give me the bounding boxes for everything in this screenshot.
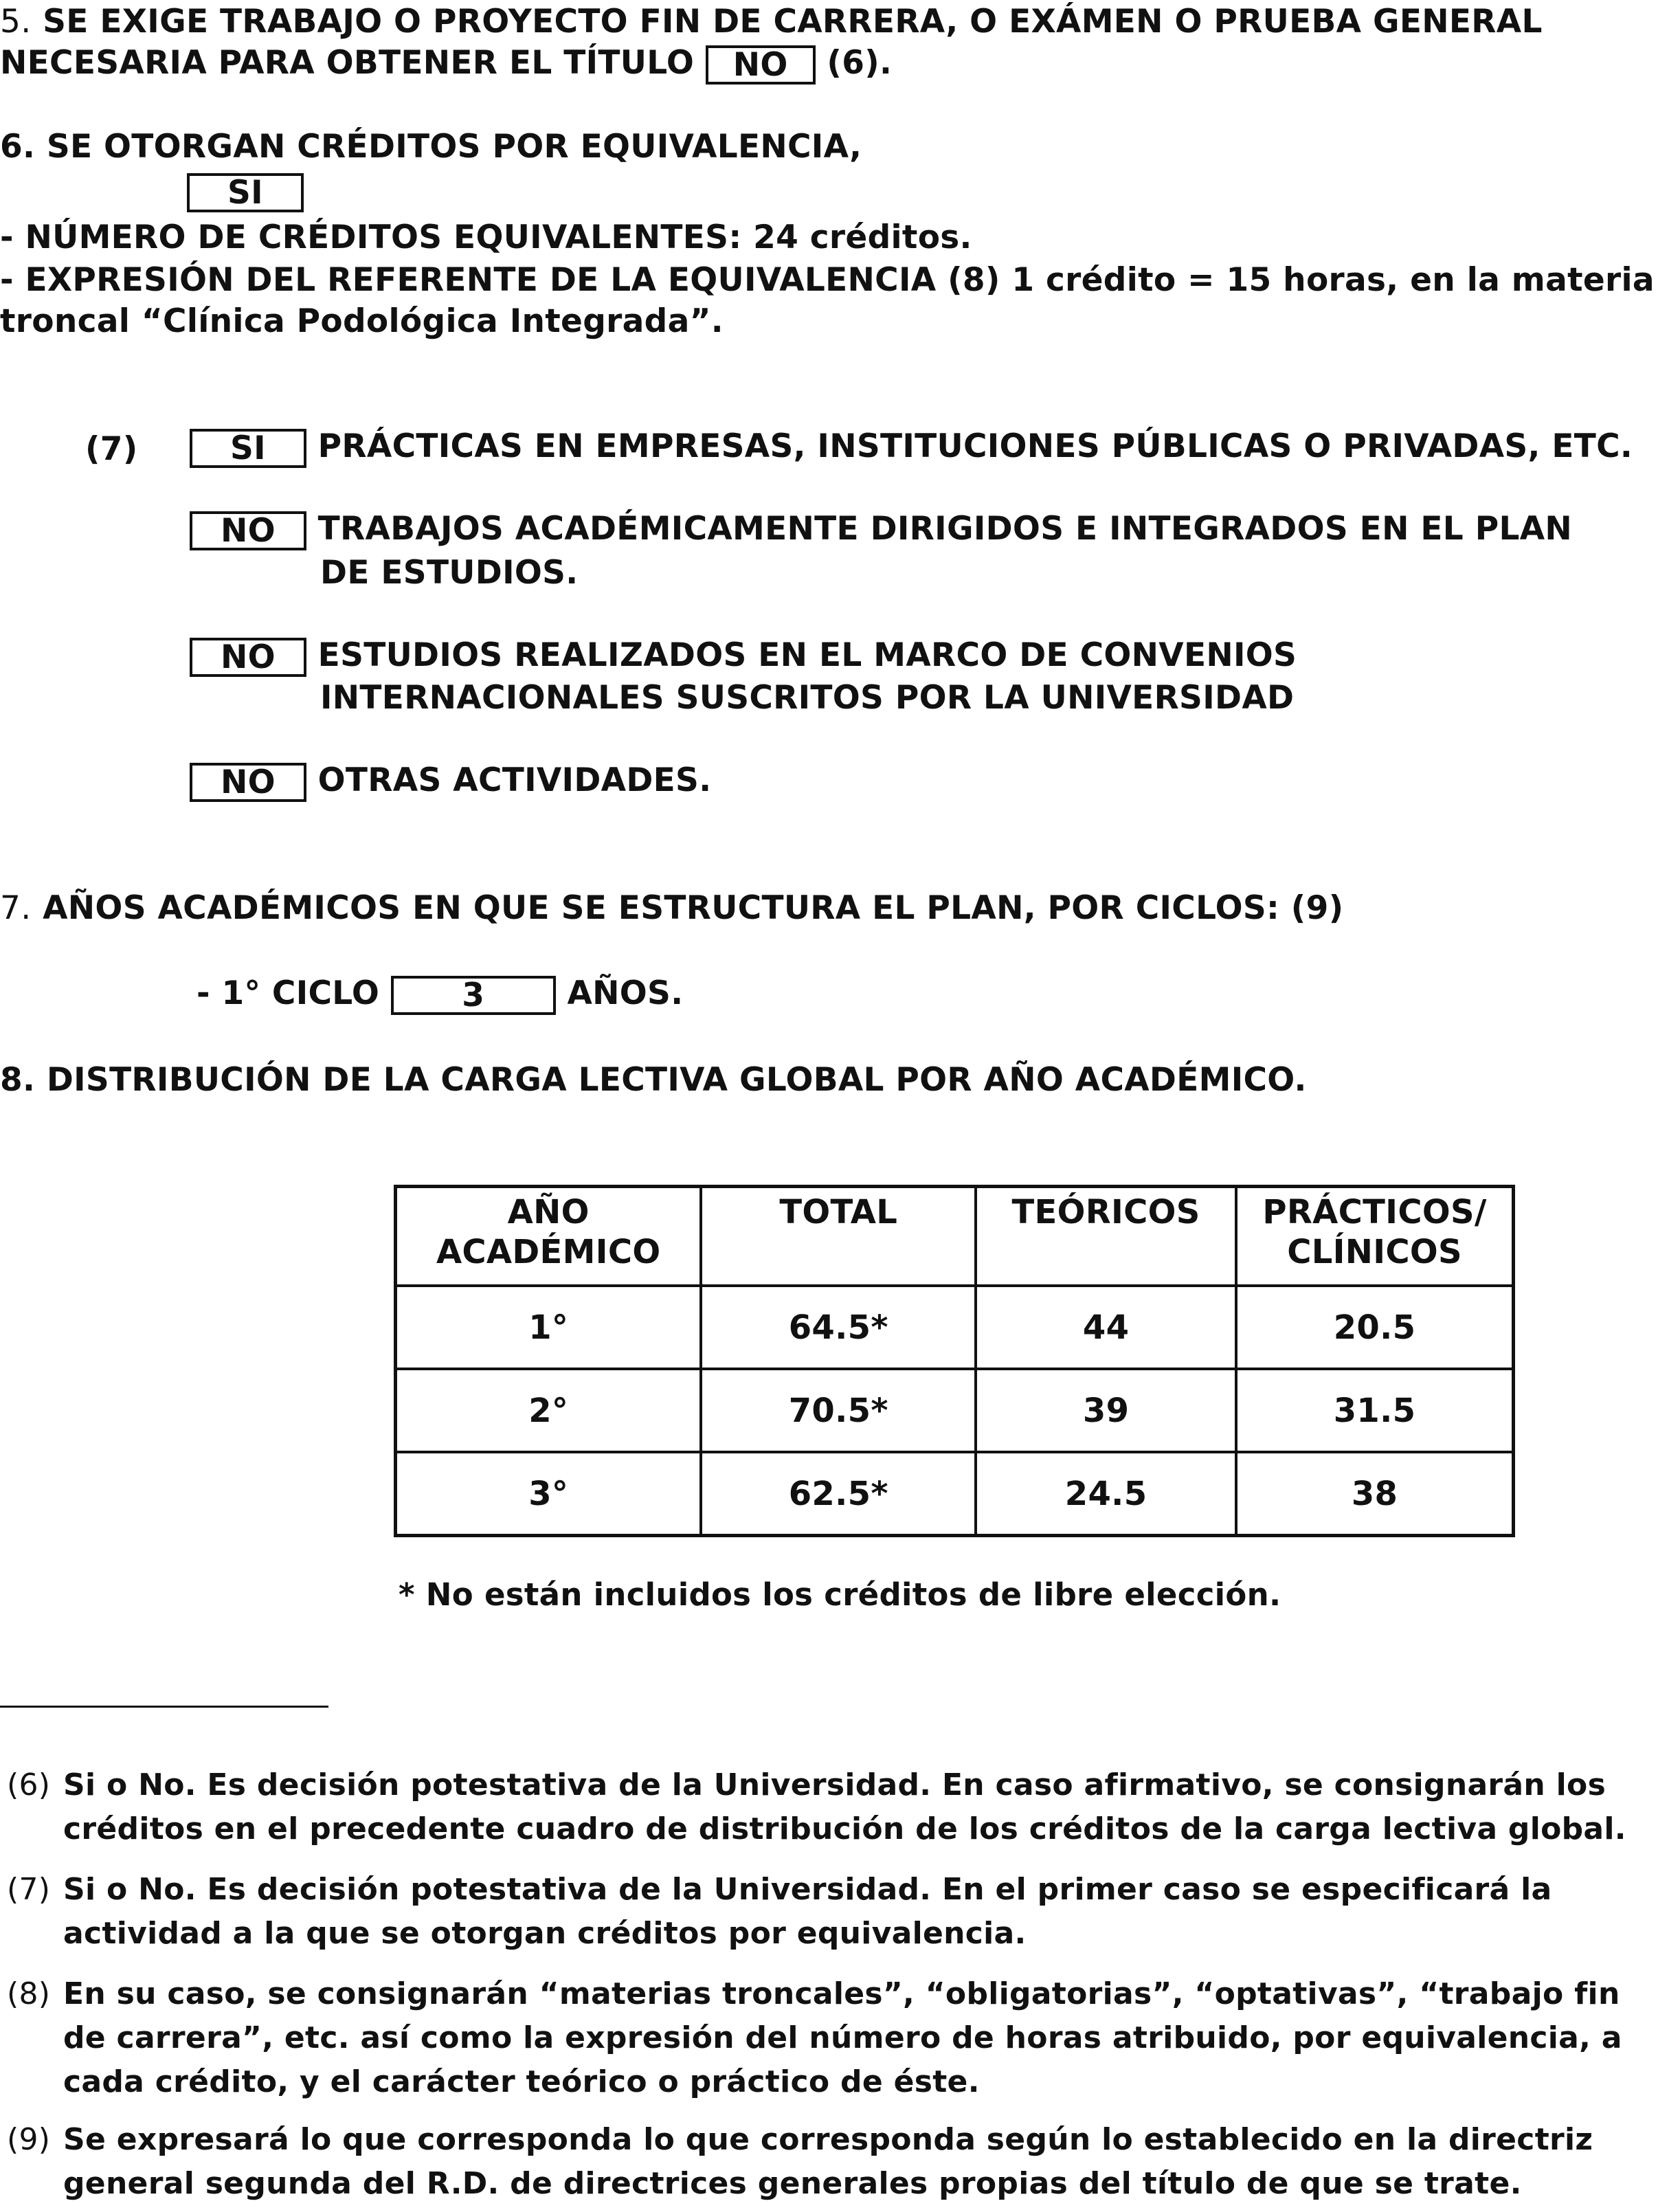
sec7-cycle-unit: AÑOS. [567,974,684,1012]
cell-total: 64.5* [701,1286,976,1369]
cell-total: 62.5* [701,1452,976,1536]
table-note: * No están incluidos los créditos de libre elección. [399,1576,1281,1613]
option-answer-box: NO [190,511,306,550]
table-row [396,1369,1514,1452]
sec6-answer-box-wrap [187,172,304,212]
option-answer-box: SI [190,429,306,468]
option-text: TRABAJOS ACADÉMICAMENTE DIRIGIDOS E INTEGRADOS EN EL PLAN [317,510,1573,548]
sec6-answer-box: SI [187,173,304,212]
sec5-ref: (6). [827,44,893,82]
sec7-number: 7. [0,889,32,927]
footnote [7,1972,1670,2104]
footnote-number: (8) [7,1976,51,2011]
footnote [7,1763,1670,1851]
cell-total: 70.5* [701,1369,976,1452]
cell-year: 3° [396,1452,702,1536]
option-text: ESTUDIOS REALIZADOS EN EL MARCO DE CONVENIOS [317,636,1297,674]
footnote-number: (7) [7,1872,51,1907]
option-item [190,427,1633,468]
header-practical: PRÁCTICOS/ CLÍNICOS [1236,1187,1513,1286]
option-answer-box: NO [190,763,306,802]
footnote [7,1868,1670,1956]
option-text: OTRAS ACTIVIDADES. [317,761,712,799]
option-text-continued: DE ESTUDIOS. [320,554,579,592]
header-year: AÑO ACADÉMICO [396,1187,702,1286]
sec6-heading: 6. SE OTORGAN CRÉDITOS POR EQUIVALENCIA, [0,128,862,166]
header-theoretical: TEÓRICOS [976,1187,1236,1286]
cell-theoretical: 44 [976,1286,1236,1369]
sec7-cycle-value-box: 3 [391,976,556,1015]
table-row [396,1286,1514,1369]
footnote-text: Se expresará lo que corresponda lo que corresponda según lo establecido en la directriz general segunda del R.D. de directrices generales propias del título de que se trate. [63,2122,1593,2201]
cell-practical: 20.5 [1236,1286,1513,1369]
sec7-cycle-line [197,974,683,1015]
table-header-row [396,1187,1514,1286]
sec6-equivalent-credits: - NÚMERO DE CRÉDITOS EQUIVALENTES: 24 créditos. [0,219,972,256]
sec5-text-line1: SE EXIGE TRABAJO O PROYECTO FIN DE CARRERA, O EXÁMEN O PRUEBA GENERAL [43,3,1543,41]
sec5-line2 [0,44,892,85]
sec7-cycle-label: - 1° CICLO [197,974,380,1012]
cell-year: 1° [396,1286,702,1369]
option-item [190,761,711,802]
sec5-number: 5. [0,3,32,41]
table-row [396,1452,1514,1536]
footnote-divider [0,1706,328,1708]
sec6-expression-line2: troncal “Clínica Podológica Integrada”. [0,302,724,340]
sec5-line1 [0,3,1543,41]
cell-theoretical: 24.5 [976,1452,1236,1536]
credit-load-table [394,1185,1515,1537]
option-item [190,636,1297,677]
header-total: TOTAL [701,1187,976,1286]
option-text: PRÁCTICAS EN EMPRESAS, INSTITUCIONES PÚBLICAS O PRIVADAS, ETC. [317,427,1633,465]
cell-practical: 38 [1236,1452,1513,1536]
sec7-heading [0,889,1343,927]
cell-theoretical: 39 [976,1369,1236,1452]
footnote-text: En su caso, se consignarán “materias troncales”, “obligatorias”, “optativas”, “trabajo fin de carrera”, etc. así como la expresión del número de horas atribuido, por equivalencia, a cada crédito, y el carácter teórico o práctico de éste. [63,1976,1622,2099]
sec5-text-line2: NECESARIA PARA OBTENER EL TÍTULO [0,44,695,82]
sec8-heading: 8. DISTRIBUCIÓN DE LA CARGA LECTIVA GLOBAL POR AÑO ACADÉMICO. [0,1061,1307,1099]
sec7-heading-text: AÑOS ACADÉMICOS EN QUE SE ESTRUCTURA EL PLAN, POR CICLOS: (9) [43,889,1344,927]
footnote-text: Si o No. Es decisión potestativa de la Universidad. En el primer caso se especificará la actividad a la que se otorgan créditos por equivalencia. [63,1872,1552,1951]
sec5-answer-box: NO [706,45,816,85]
option-answer-box: NO [190,638,306,677]
footnote [7,2118,1670,2206]
cell-year: 2° [396,1369,702,1452]
footnote-number: (6) [7,1767,51,1802]
footnote-number: (9) [7,2122,51,2157]
options-label: (7) [85,430,138,468]
footnote-text: Si o No. Es decisión potestativa de la Universidad. En caso afirmativo, se consignarán los créditos en el precedente cuadro de distribución de los créditos de la carga lectiva global. [63,1767,1626,1846]
option-text-continued: INTERNACIONALES SUSCRITOS POR LA UNIVERSIDAD [320,679,1295,717]
sec6-expression-line1: - EXPRESIÓN DEL REFERENTE DE LA EQUIVALENCIA (8) 1 crédito = 15 horas, en la materia [0,261,1655,299]
option-item [190,510,1572,550]
cell-practical: 31.5 [1236,1369,1513,1452]
